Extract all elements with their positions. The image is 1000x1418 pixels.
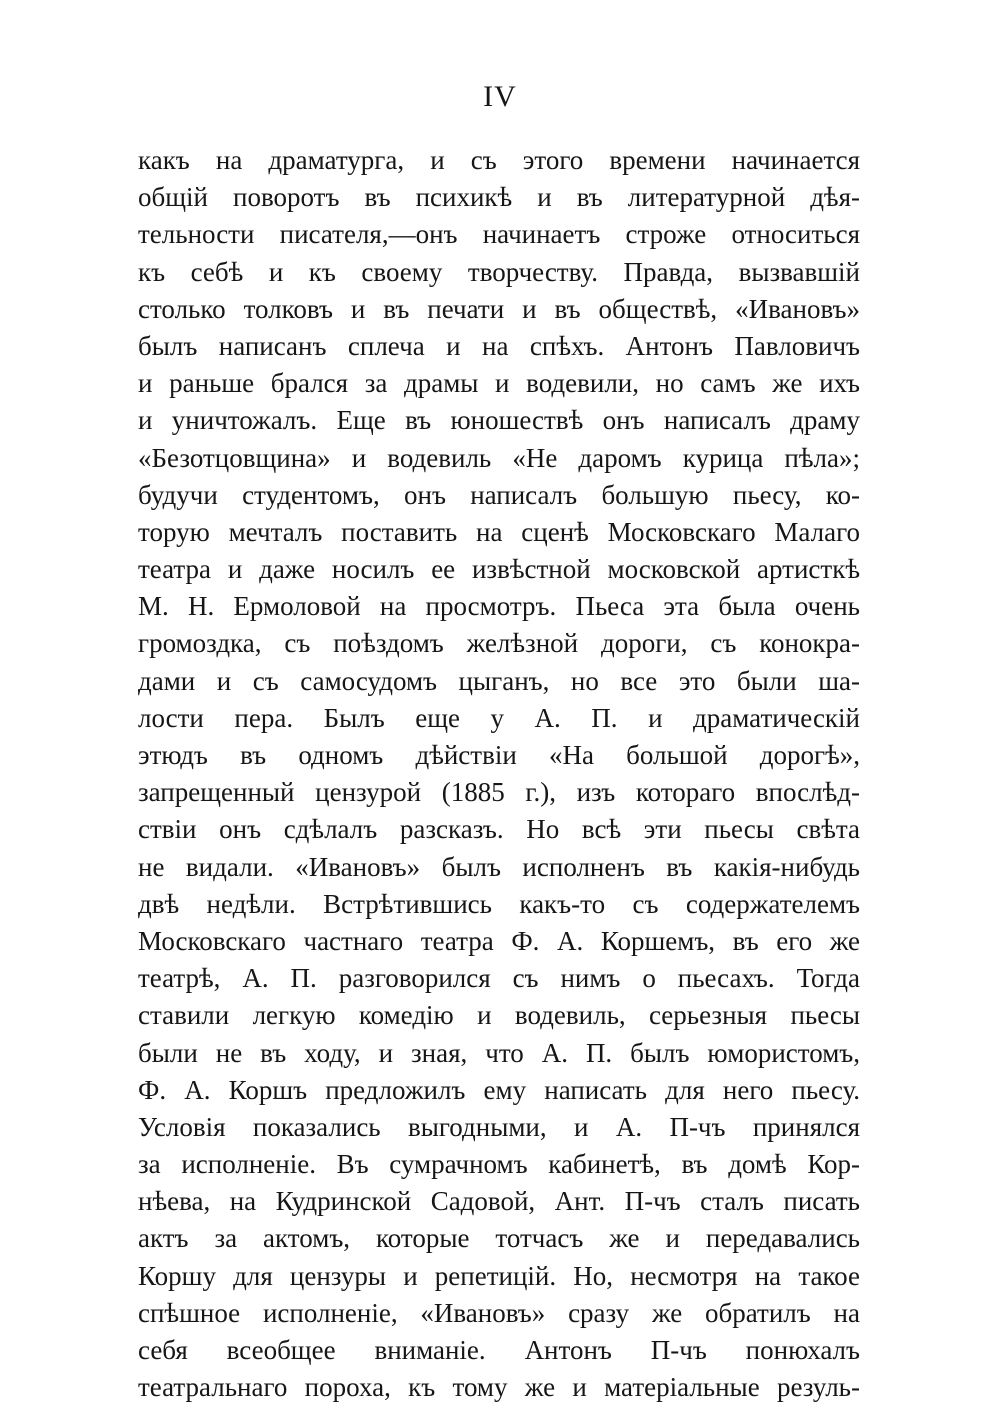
text-line: будучи студентомъ, онъ написалъ большую пьесу, ко- [138,479,860,510]
text-line: актъ за актомъ, которые тотчасъ же и передавались [138,1223,860,1254]
text-line: тельности писателя,—онъ начинаетъ строже относиться [138,219,860,250]
text-line: Условія показались выгодными, и А. П-чъ принялся [138,1111,860,1142]
text-line: и уничтожалъ. Еще въ юношествѣ онъ написалъ драму [138,405,860,436]
text-line: нѣева, на Кудринской Садовой, Ант. П-чъ сталъ писать [138,1186,860,1217]
text-line: «Безотцовщина» и водевиль «Не даромъ курица пѣла»; [138,442,860,473]
text-line: къ себѣ и къ своему творчеству. Правда, вызвавшій [138,256,860,287]
body-text [138,142,860,1406]
text-line: Ф. А. Коршъ предложилъ ему написать для него пьесу. [138,1074,860,1105]
text-line: запрещенный цензурой (1885 г.), изъ котораго впослѣд- [138,777,860,808]
text-line: и раньше брался за драмы и водевили, но самъ же ихъ [138,368,860,399]
text-line: были не въ ходу, и зная, что А. П. былъ юмористомъ, [138,1037,860,1068]
text-line: спѣшное исполненіе, «Ивановъ» сразу же обратилъ на [138,1297,860,1328]
text-line: двѣ недѣли. Встрѣтившись какъ-то съ содержателемъ [138,888,860,919]
text-line: театра и даже носилъ ее извѣстной московской артисткѣ [138,554,860,585]
text-line: Коршу для цензуры и репетицій. Но, несмотря на такое [138,1260,860,1291]
text-line: Московскаго частнаго театра Ф. А. Коршемъ, въ его же [138,925,860,956]
text-line: театрѣ, А. П. разговорился съ нимъ о пьесахъ. Тогда [138,963,860,994]
text-line: театральнаго пороха, къ тому же и матеріальные резуль- [138,1372,860,1403]
text-line: за исполненіе. Въ сумрачномъ кабинетѣ, въ домѣ Кор- [138,1149,860,1180]
text-line: общій поворотъ въ психикѣ и въ литературной дѣя- [138,182,860,213]
page-number: IV [483,80,517,113]
text-line: не видали. «Ивановъ» былъ исполненъ въ какія-нибудь [138,851,860,882]
text-line: столько толковъ и въ печати и въ обществѣ, «Ивановъ» [138,293,860,324]
text-line: М. Н. Ермоловой на просмотръ. Пьеса эта была очень [138,591,860,622]
text-line: лости пера. Былъ еще у А. П. и драматическій [138,702,860,733]
text-line: какъ на драматурга, и съ этого времени начинается [138,145,860,175]
text-line: торую мечталъ поставить на сценѣ Московскаго Малаго [138,516,860,547]
text-line: ставили легкую комедію и водевиль, серьезныя пьесы [138,1000,860,1031]
text-line: былъ написанъ сплеча и на спѣхъ. Антонъ Павловичъ [138,330,860,361]
text-line: ствіи онъ сдѣлалъ разсказъ. Но всѣ эти пьесы свѣта [138,814,860,845]
text-line: себя всеобщее вниманіе. Антонъ П-чъ понюхалъ [138,1335,860,1365]
text-line: громоздка, съ поѣздомъ желѣзной дороги, съ конокра- [138,628,860,659]
text-line: этюдъ въ одномъ дѣйствіи «На большой дорогѣ», [138,740,860,770]
text-line: дами и съ самосудомъ цыганъ, но все это были ша- [138,665,860,696]
